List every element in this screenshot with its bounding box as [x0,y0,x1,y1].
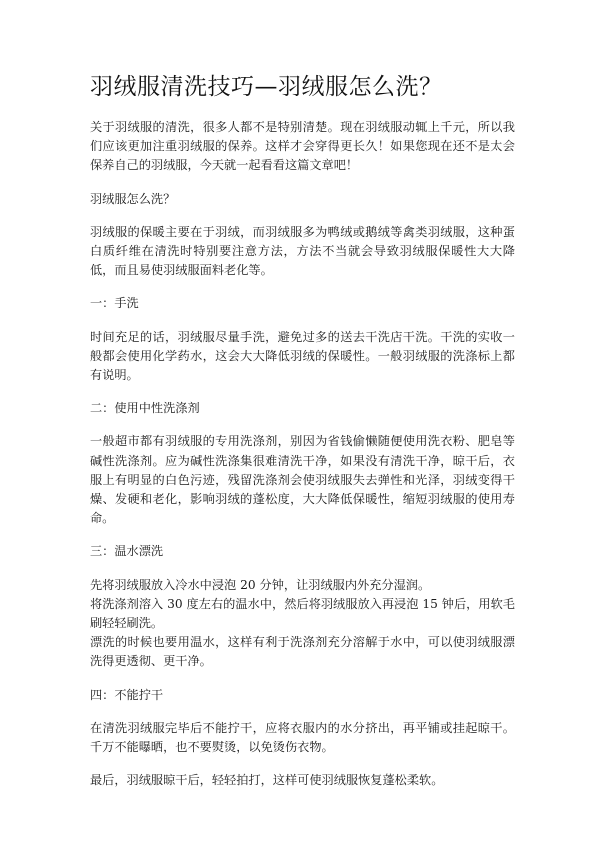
section-heading-no-wringing: 四：不能拧干 [90,687,164,702]
section-heading-warm-rinse: 三：温水漂洗 [90,544,164,559]
closing-paragraph: 最后，羽绒服晾干后，轻轻拍打，这样可使羽绒服恢复蓬松柔软。 [90,773,444,788]
section-paragraph: 一般超市都有羽绒服的专用洗涤剂，别因为省钱偷懒随便使用洗衣粉、肥皂等碱性洗涤剂。应为碱性洗涤集很难清洗干净，如果没有清洗干净，晾干后，衣服上有明显的白色污迹，残留洗涤剂会使羽绒服失去弹性和光泽，羽绒变得干燥、发硬和老化，影响羽绒的蓬松度，大大降低保暖性，缩短羽绒服的使用寿命。 [90,434,515,526]
section-heading-hand-wash: 一：手洗 [90,296,139,311]
article [90,72,515,790]
overview-paragraph: 羽绒服的保暖主要在于羽绒，而羽绒服多为鸭绒或鹅绒等禽类羽绒服，这种蛋白质纤维在清洗时特别要注意方法，方法不当就会导致羽绒服保暖性大大降低，而且易使羽绒服面料老化等。 [90,224,515,278]
question-heading: 羽绒服怎么洗？ [90,191,176,206]
section-paragraph: 将洗涤剂溶入 30 度左右的温水中，然后将羽绒服放入再浸泡 15 钟后，用软毛刷轻轻刷洗。 [90,596,515,631]
intro-paragraph: 关于羽绒服的清洗，很多人都不是特别清楚。现在羽绒服动辄上千元，所以我们应该更加注重羽绒服的保养。这样才会穿得更长久！如果您现在还不是太会保养自己的羽绒服，今天就一起看看这篇文章吧！ [90,120,515,173]
section-paragraph: 漂洗的时候也要用温水，这样有利于洗涤剂充分溶解于水中，可以使羽绒服漂洗得更透彻、更干净。 [90,635,515,669]
section-paragraph: 在清洗羽绒服完毕后不能拧干，应将衣服内的水分挤出，再平铺或挂起晾干。千万不能曝晒，也不要熨烫，以免烫伤衣物。 [90,720,515,755]
section-heading-neutral-detergent: 二：使用中性洗涤剂 [90,401,200,416]
page-title: 羽绒服清洗技巧—羽绒服怎么洗？ [90,74,443,100]
section-paragraph: 先将羽绒服放入冷水中浸泡 20 分钟，让羽绒服内外充分湿润。 [90,577,431,592]
section-paragraph: 时间充足的话，羽绒服尽量手洗，避免过多的送去干洗店干洗。干洗的实收一般都会使用化学药水，这会大大降低羽绒的保暖性。一般羽绒服的洗涤标上都有说明。 [90,329,515,383]
